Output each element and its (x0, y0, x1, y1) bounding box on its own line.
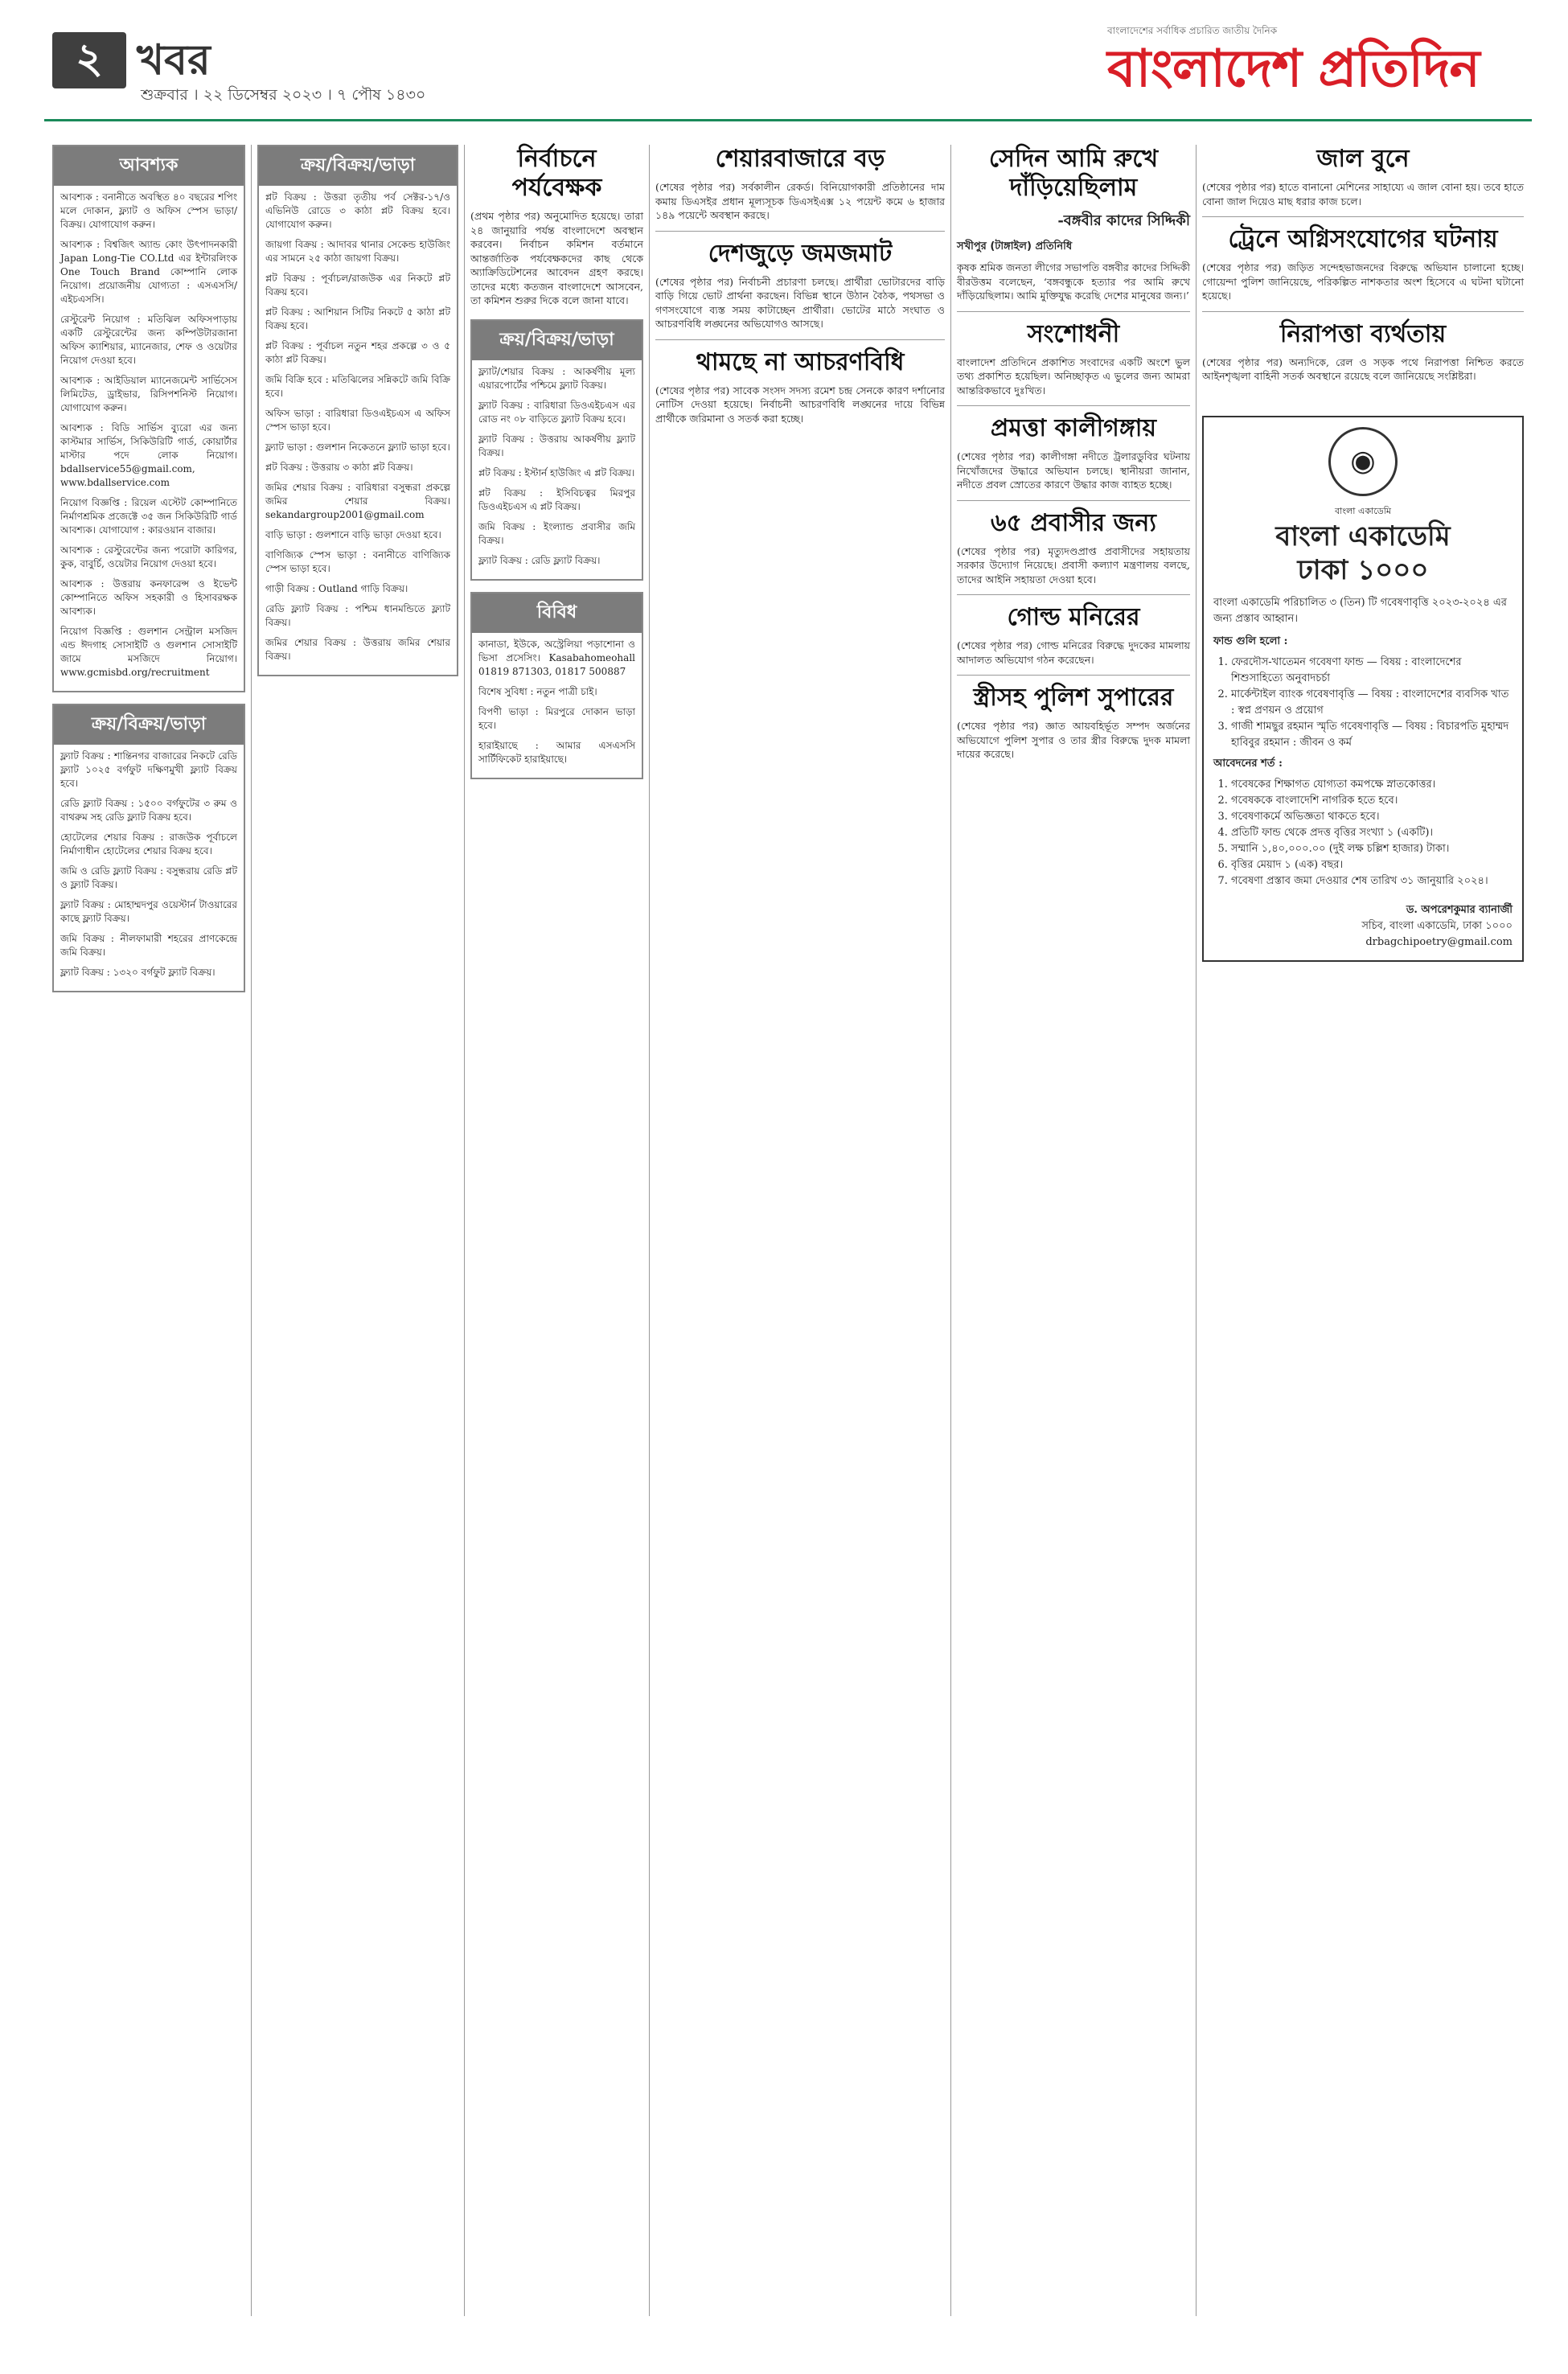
classified-item: ফ্ল্যাট বিক্রয় : বারিধারা ডিওএইচএস এর রোড নং ০৮ বাড়িতে ফ্ল্যাট বিক্রয় হবে। (478, 399, 635, 425)
col-news-2 (957, 145, 1190, 762)
classified-item: ফ্ল্যাট বিক্রয় : রেডি ফ্ল্যাট বিক্রয়। (478, 554, 601, 566)
classified-item: প্লট বিক্রয় : ইসিবিচত্বর মিরপুর ডিওএইচএস এ প্লট বিক্রয়। (478, 487, 635, 512)
classified-item: আবশ্যক : আইডিয়াল ম্যানেজমেন্ট সার্ভিসেস লিমিটেড, ড্রাইভার, রিসিপশনিস্ট নিয়োগ। যোগাযোগ করুন। (60, 375, 237, 413)
condition-list (1231, 777, 1513, 889)
classified-box-4 (470, 319, 643, 581)
column-rule (950, 145, 951, 2316)
classified-item: আবশ্যক : বিডি সার্ভিস ব্যুরো এর জন্য কাস্টমার সার্ভিস, সিকিউরিটি গার্ড, কোয়ার্টার মাস্টার পদে লোক নিয়োগ। bdallservice55@gmail.com, www.bdallservice.com (60, 422, 237, 488)
divider (957, 594, 1190, 595)
classified-list-misc (472, 633, 642, 778)
classified-item: রেডি ফ্ল্যাট বিক্রয় : ১৫০০ বর্গফুটের ৩ রুম ও বাথরুম সহ রেডি ফ্ল্যাট বিক্রয় হবে। (60, 798, 237, 823)
page-number: ২ (52, 32, 126, 88)
ad-intro: বাংলা একাডেমি পরিচালিত ৩ (তিন) টি গবেষণাবৃত্তি ২০২৩-২০২৪ এর জন্য প্রস্তাব আহ্বান। (1213, 596, 1507, 625)
condition-item: 5. সম্মানি ১,৪০,০০০.০০ (দুই লক্ষ চল্লিশ হাজার) টাকা। (1231, 841, 1513, 857)
classified-item: ফ্ল্যাট বিক্রয় : উত্তরায় আকর্ষণীয় ফ্ল্যাট বিক্রয়। (478, 433, 635, 458)
classified-heading-4: ক্রয়/বিক্রয়/ভাড়া (472, 321, 642, 360)
headline-expats: ৬৫ প্রবাসীর জন্য (991, 508, 1156, 537)
headline-net: জাল বুনে (1316, 145, 1410, 173)
headline-sharemarket: শেয়ারবাজারে বড় (715, 145, 885, 173)
article-net: (শেষের পৃষ্ঠার পর) হাতে বানানো মেশিনের সাহায্যে এ জাল বোনা হয়। তবে হাতে বোনা জাল দিয়েও মাছ ধরার কাজ চলে। (1202, 181, 1524, 207)
academy-seal-icon: ◉ (1328, 427, 1398, 496)
classified-item: হারাইয়াছে : আমার এসএসসি সার্টিফিকেট হারাইয়াছে। (478, 739, 635, 765)
column-rule (464, 145, 465, 2316)
divider (655, 339, 945, 340)
ad-signature (1213, 902, 1513, 951)
logo-name: বাংলাদেশ প্রতিদিন (1107, 39, 1480, 99)
classified-list-3 (259, 186, 457, 675)
header-rule (44, 119, 1532, 121)
classified-item: অফিস ভাড়া : বারিধারা ডিওএইচএস এ অফিস স্পেস ভাড়া হবে। (265, 408, 450, 433)
article-sharemarket: (শেষের পৃষ্ঠার পর) সর্বকালীন রেকর্ড। বিনিয়োগকারী প্রতিষ্ঠানের দাম কমায় ডিএসইর প্রধান মূল্যসূচক ডিএসইএক্স ১২ পয়েন্ট কমে ৬ হাজার ১৪৯ পয়েন্টে অবস্থান করছে। (655, 181, 945, 221)
divider (957, 675, 1190, 676)
classified-list (54, 186, 244, 691)
classified-item: বিপণী ভাড়া : মিরপুরে দোকান ভাড়া হবে। (478, 705, 635, 731)
condition-item: 7. গবেষণা প্রস্তাব জমা দেওয়ার শেষ তারিখ ৩১ জানুয়ারি ২০২৪। (1231, 873, 1513, 889)
classified-item: প্লট বিক্রয় : পূর্বাচল/রাজউক এর নিকটে প্লট বিক্রয় হবে। (265, 273, 450, 298)
article-gold-monir: (শেষের পৃষ্ঠার পর) গোল্ড মনিরের বিরুদ্ধে দুদকের মামলায় আদালত অভিযোগ গঠন করেছেন। (957, 639, 1190, 666)
headline-police-super: স্ত্রীসহ পুলিশ সুপারের (973, 684, 1174, 712)
fund-item: 2. মার্কেন্টাইল ব্যাংক গবেষণাবৃত্তি — বিষয় : বাংলাদেশের ব্যবসিক খাত : স্বপ্ন প্রণয়ন ও প্রয়োগ (1231, 687, 1513, 719)
signatory-name: ড. অপরেশকুমার ব্যানার্জী (1406, 903, 1513, 916)
classified-item: জমির শেয়ার বিক্রয় : বারিধারা বসুন্ধরা প্রকল্পে জমির শেয়ার বিক্রয়। sekandargroup2001@gmail.com (265, 482, 450, 520)
classified-item: আবশ্যক : বিশ্বজিৎ অ্যান্ড কোং উৎপাদনকারী Japan Long-Tie CO.Ltd এর ইন্টারলিংক One Touch Brand কোম্পানি লোক নিয়োগ। প্রয়োজনীয় যোগ্যতা : এসএসসি/এইচএসসি। (60, 239, 237, 305)
issue-date: শুক্রবার । ২২ ডিসেম্বর ২০২৩ । ৭ পৌষ ১৪৩০ (141, 86, 426, 104)
classified-item: প্লট বিক্রয় : পূর্বাচল নতুন শহর প্রকল্পে ৩ ও ৫ কাঠা প্লট বিক্রয়। (265, 340, 450, 365)
article-code-of-conduct: (শেষের পৃষ্ঠার পর) সাবেক সংসদ সদস্য রমেশ চন্দ্র সেনকে কারণ দর্শানোর নোটিস দেওয়া হয়েছে। নির্বাচনী আচরণবিধি লঙ্ঘনের দায়ে বিভিন্ন প্রার্থীকে জরিমানা ও সতর্ক করা হচ্ছে। (655, 384, 945, 425)
col-news-3 (1202, 145, 1524, 962)
classified-item: রেডি ফ্ল্যাট বিক্রয় : পশ্চিম ধানমন্ডিতে ফ্ল্যাট বিক্রয়। (265, 603, 450, 628)
article-observers: (প্রথম পৃষ্ঠার পর) অনুমোদিত হয়েছে। তারা ২৪ জানুয়ারি পর্যন্ত বাংলাদেশে অবস্থান করবেন। নির্বাচন কমিশন বর্তমানে আন্তর্জাতিক পর্যবেক্ষকদের কাছ থেকে অ্যাক্রিডিটেশনের আবেদন গ্রহণ করছে। তাদের মধ্যে কতজন বাংলাদেশে আসবেন, তা কমিশন শুরুর দিকে বলে জানা যাবে। (470, 210, 643, 306)
col-classifieds-1 (52, 145, 245, 992)
headline-kader-siddiqui: সেদিন আমি রুখে দাঁড়িয়েছিলাম (988, 145, 1159, 202)
classified-item: নিয়োগ বিজ্ঞপ্তি : রিয়েল এস্টেট কোম্পানিতে নির্মাণশ্রমিক প্রজেক্টে ৩৫ জন সিকিউরিটি গার্ড আবশ্যক। যোগাযোগ : কারওয়ান বাজার। (60, 497, 237, 536)
section-title: খবর (137, 36, 211, 84)
condition-item: 3. গবেষণাকর্মে অভিজ্ঞতা থাকতে হবে। (1231, 809, 1513, 825)
article-security-failure: (শেষের পৃষ্ঠার পর) অন্যদিকে, রেল ও সড়ক পথে নিরাপত্তা নিশ্চিত করতে আইনশৃঙ্খলা বাহিনী সতর্ক অবস্থানে রয়েছে বলে জানিয়েছে সংশ্লিষ্টরা। (1202, 355, 1524, 382)
masthead-logo (1107, 24, 1525, 105)
byline: সখীপুর (টাঙ্গাইল) প্রতিনিধি (957, 240, 1073, 253)
headline-train-fire: ট্রেনে অগ্নিসংযোগের ঘটনায় (1228, 225, 1498, 253)
divider (1202, 311, 1524, 312)
headline-nationwide: দেশজুড়ে জমজমাট (708, 239, 893, 268)
ad-title-line: বাংলা একাডেমি (1275, 520, 1451, 552)
classified-item: জমি বিক্রয় : নীলফামারী শহরের প্রাণকেন্দ্রে জমি বিক্রয়। (60, 933, 237, 958)
classified-item: বাণিজ্যিক স্পেস ভাড়া : বনানীতে বাণিজ্যিক স্পেস ভাড়া হবে। (265, 549, 450, 574)
article-train-fire: (শেষের পৃষ্ঠার পর) জড়িত সন্দেহভাজনদের বিরুদ্ধে অভিযান চালানো হচ্ছে। গোয়েন্দা পুলিশ জানিয়েছে, পরিকল্পিত নাশকতার অংশ হিসেবে এ ঘটনা ঘটানো হয়েছে। (1202, 261, 1524, 302)
divider (655, 231, 945, 232)
classified-item: আবশ্যক : উত্তরায় কনফারেন্স ও ইভেন্ট কোম্পানিতে অফিস সহকারী ও হিসাবরক্ষক আবশ্যক। (60, 578, 237, 617)
logo-tagline: বাংলাদেশের সর্বাধিক প্রচারিত জাতীয় দৈনিক (1107, 25, 1278, 36)
classified-item: আবশ্যক : রেস্টুরেন্টের জন্য পরোটা কারিগর, কুক, বাবুর্চি, ওয়েটার নিয়োগ দেওয়া হবে। (60, 544, 237, 569)
classified-item: হোটেলের শেয়ার বিক্রয় : রাজউক পূর্বাচলে নির্মাণাধীন হোটেলের শেয়ার বিক্রয় হবে। (60, 832, 237, 856)
divider (957, 405, 1190, 406)
classified-item: আবশ্যক : বনানীতে অবস্থিত ৪০ বছরের শপিং মলে দোকান, ফ্ল্যাট ও অফিস স্পেস ভাড়া/বিক্রয়। যোগাযোগ করুন। (60, 191, 237, 230)
classified-box-2 (52, 704, 245, 992)
fund-heading: ফান্ড গুলি হলো : (1213, 635, 1288, 647)
bangla-academy-ad (1202, 416, 1524, 962)
fund-list (1231, 655, 1513, 751)
divider (1202, 216, 1524, 217)
classified-list-4 (472, 360, 642, 579)
classified-box-3 (257, 145, 458, 676)
headline-security-failure: নিরাপত্তা ব্যর্থতায় (1279, 319, 1447, 348)
condition-item: 4. প্রতিটি ফান্ড থেকে প্রদত্ত বৃত্তির সংখ্যা ১ (একটি)। (1231, 825, 1513, 841)
classified-item: গাড়ী বিক্রয় : Outland গাড়ি বিক্রয়। (265, 583, 408, 594)
signatory-title: সচিব, বাংলা একাডেমি, ঢাকা ১০০০ (1361, 919, 1513, 932)
classified-item: জায়গা বিক্রয় : আদাবর থানার সেকেন্ড হাউজিং এর সামনে ২৫ কাঠা জায়গা বিক্রয়। (265, 239, 450, 264)
classified-item: ফ্ল্যাট/শেয়ার বিক্রয় : আকর্ষণীয় মূল্য এয়ারপোর্টের পশ্চিমে ফ্ল্যাট বিক্রয়। (478, 365, 635, 391)
classified-item: বাড়ি ভাড়া : গুলশানে বাড়ি ভাড়া দেওয়া হবে। (265, 529, 441, 540)
classified-item: প্লট বিক্রয় : ইস্টার্ন হাউজিং এ প্লট বিক্রয়। (478, 466, 635, 478)
condition-heading: আবেদনের শর্ত : (1213, 757, 1283, 770)
col-classifieds-2 (257, 145, 458, 676)
classified-item: জমি ও রেডি ফ্ল্যাট বিক্রয় : বসুন্ধরায় রেডি প্লট ও ফ্ল্যাট বিক্রয়। (60, 865, 237, 890)
classified-box-misc (470, 592, 643, 779)
classified-heading-misc: বিবিধ (472, 594, 642, 633)
fund-item: 1. ফেরদৌস-খাতেমন গবেষণা ফান্ড — বিষয় : বাংলাদেশের শিশুসাহিত্যে অনুবাদচর্চা (1231, 655, 1513, 687)
divider (957, 500, 1190, 501)
classified-item: প্লট বিক্রয় : উত্তরায় ৩ কাঠা প্লট বিক্রয়। (265, 462, 413, 473)
ad-title (1213, 520, 1513, 587)
classified-item: জমি বিক্রি হবে : মতিঝিলের সন্নিকটে জমি বিক্রি হবে। (265, 374, 450, 399)
article-kaliganga: (শেষের পৃষ্ঠার পর) কালীগঙ্গা নদীতে ট্রলারডুবির ঘটনায় নিখোঁজদের উদ্ধারে অভিযান চলছে। স্থানীয়রা জানান, নদীতে প্রবল স্রোতের কারণে উদ্ধার কাজ ব্যাহত হচ্ছে। (957, 450, 1190, 491)
column-rule (1196, 145, 1197, 2316)
classified-heading: আবশ্যক (54, 146, 244, 186)
classified-item: ফ্ল্যাট বিক্রয় : মোহাম্মদপুর ওয়েস্টার্ন টাওয়ারের কাছে ফ্ল্যাট বিক্রয়। (60, 899, 237, 924)
ad-body (1213, 595, 1513, 951)
classified-item: ফ্ল্যাট বিক্রয় : ১৩২০ বর্গফুট ফ্ল্যাট বিক্রয়। (60, 967, 215, 978)
headline-subline: -বঙ্গবীর কাদের সিদ্দিকী (1057, 212, 1190, 229)
condition-item: 2. গবেষককে বাংলাদেশি নাগরিক হতে হবে। (1231, 793, 1513, 809)
classified-item: ফ্ল্যাট বিক্রয় : শান্তিনগর বাজারের নিকটে রেডি ফ্ল্যাট ১০২৫ বর্গফুট দক্ষিণমুখী ফ্ল্যাট বিক্রয় হবে। (60, 750, 237, 789)
headline-gold-monir: গোল্ড মনিরের (1007, 603, 1140, 631)
page-header (44, 16, 1532, 129)
classified-item: কানাডা, ইউকে, অস্ট্রেলিয়া পড়াশোনা ও ভিসা প্রসেসিং। Kasabahomeohall 01819 871303, 01817 500887 (478, 638, 635, 677)
classified-item: প্লট বিক্রয় : আশিয়ান সিটির নিকটে ৫ কাঠা প্লট বিক্রয় হবে। (265, 306, 450, 331)
classified-item: নিয়োগ বিজ্ঞপ্তি : গুলশান সেন্ট্রাল মসজিদ এন্ড ঈদগাহ সোসাইটি ও গুলশান সোসাইটি জামে মসজিদে নিয়োগ। www.gcmisbd.org/recruitment (60, 626, 237, 678)
classified-item: রেস্টুরেন্ট নিয়োগ : মতিঝিল অফিসপাড়ায় একটি রেস্টুরেন্টের জন্য কম্পিউটারজানা অফিস ক্যাশিয়ার, ম্যানেজার, শেফ ও ওয়েটার নিয়োগ দেওয়া হবে। (60, 314, 237, 366)
ad-title-line: ঢাকা ১০০০ (1297, 553, 1429, 586)
classified-heading-2: ক্রয়/বিক্রয়/ভাড়া (54, 705, 244, 745)
signatory-email[interactable]: drbagchipoetry@gmail.com (1365, 935, 1513, 948)
classified-item: জমি বিক্রয় : ইংল্যান্ড প্রবাসীর জমি বিক্রয়। (478, 520, 635, 546)
classified-item: ফ্ল্যাট ভাড়া : গুলশান নিকেতনে ফ্ল্যাট ভাড়া হবে। (265, 442, 450, 453)
seal-caption: বাংলা একাডেমি (1335, 505, 1391, 516)
headline-kaliganga: প্রমত্তা কালীগঙ্গায় (990, 414, 1157, 442)
condition-item: 6. বৃত্তির মেয়াদ ১ (এক) বছর। (1231, 857, 1513, 873)
newspaper-page (44, 16, 1532, 2348)
classified-item: প্লট বিক্রয় : উত্তরা তৃতীয় পর্ব সেক্টর-১৭/ও এভিনিউ রোডে ৩ কাঠা প্লট বিক্রয় হবে। যোগাযোগ করুন। (265, 191, 450, 230)
classified-item: জমির শেয়ার বিক্রয় : উত্তরায় জমির শেয়ার বিক্রয়। (265, 637, 450, 662)
col-observers (470, 145, 643, 779)
condition-item: 1. গবেষকের শিক্ষাগত যোগ্যতা কমপক্ষে স্নাতকোত্তর। (1231, 777, 1513, 793)
fund-item: 3. গাজী শামছুর রহমান স্মৃতি গবেষণাবৃত্তি — বিষয় : বিচারপতি মুহাম্মদ হাবিবুর রহমান : জীবন ও কর্ম (1231, 719, 1513, 751)
classified-box-1 (52, 145, 245, 692)
col-news-1 (655, 145, 945, 425)
article-correction: বাংলাদেশ প্রতিদিনে প্রকাশিত সংবাদের একটি অংশে ভুল তথ্য প্রকাশিত হয়েছিল। অনিচ্ছাকৃত এ ভুলের জন্য আমরা আন্তরিকভাবে দুঃখিত। (957, 355, 1190, 396)
classified-item: বিশেষ সুবিধা : নতুন পাত্রী চাই। (478, 685, 597, 697)
headline-observers: নির্বাচনে পর্যবেক্ষক (511, 145, 602, 202)
article-expats: (শেষের পৃষ্ঠার পর) মৃত্যুদণ্ডপ্রাপ্ত প্রবাসীদের সহায়তায় সরকার উদ্যোগ নিয়েছে। প্রবাসী কল্যাণ মন্ত্রণালয় বলছে, তাদের আইনি সহায়তা দেওয়া হবে। (957, 544, 1190, 585)
article-nationwide: (শেষের পৃষ্ঠার পর) নির্বাচনী প্রচারণা চলছে। প্রার্থীরা ভোটারদের বাড়ি বাড়ি গিয়ে ভোট প্রার্থনা করছেন। বিভিন্ন স্থানে উঠান বৈঠক, পথসভা ও গণসংযোগে ব্যস্ত সময় কাটাচ্ছেন প্রার্থীরা। ভোটের মাঠে সংঘাত ও আচরণবিধি লঙ্ঘনের অভিযোগও আসছে। (655, 275, 945, 330)
column-rule (649, 145, 650, 2316)
article-police-super: (শেষের পৃষ্ঠার পর) জ্ঞাত আয়বহির্ভূত সম্পদ অর্জনের অভিযোগে পুলিশ সুপার ও তার স্ত্রীর বিরুদ্ধে দুদক মামলা দায়ের করেছে। (957, 720, 1190, 760)
column-rule (251, 145, 252, 2316)
classified-heading-3: ক্রয়/বিক্রয়/ভাড়া (259, 146, 457, 186)
headline-correction: সংশোধনী (1027, 319, 1120, 348)
divider (957, 311, 1190, 312)
article-kader-siddiqui: কৃষক শ্রমিক জনতা লীগের সভাপতি বঙ্গবীর কাদের সিদ্দিকী বীরউত্তম বলেছেন, ‘বঙ্গবন্ধুকে হত্যার পর আমি রুখে দাঁড়িয়েছিলাম। আমি মুক্তিযুদ্ধ করেছি দেশের মানুষের জন্য।’ (957, 261, 1190, 302)
classified-list-2 (54, 745, 244, 991)
headline-code-of-conduct: থামছে না আচরণবিধি (696, 347, 905, 376)
